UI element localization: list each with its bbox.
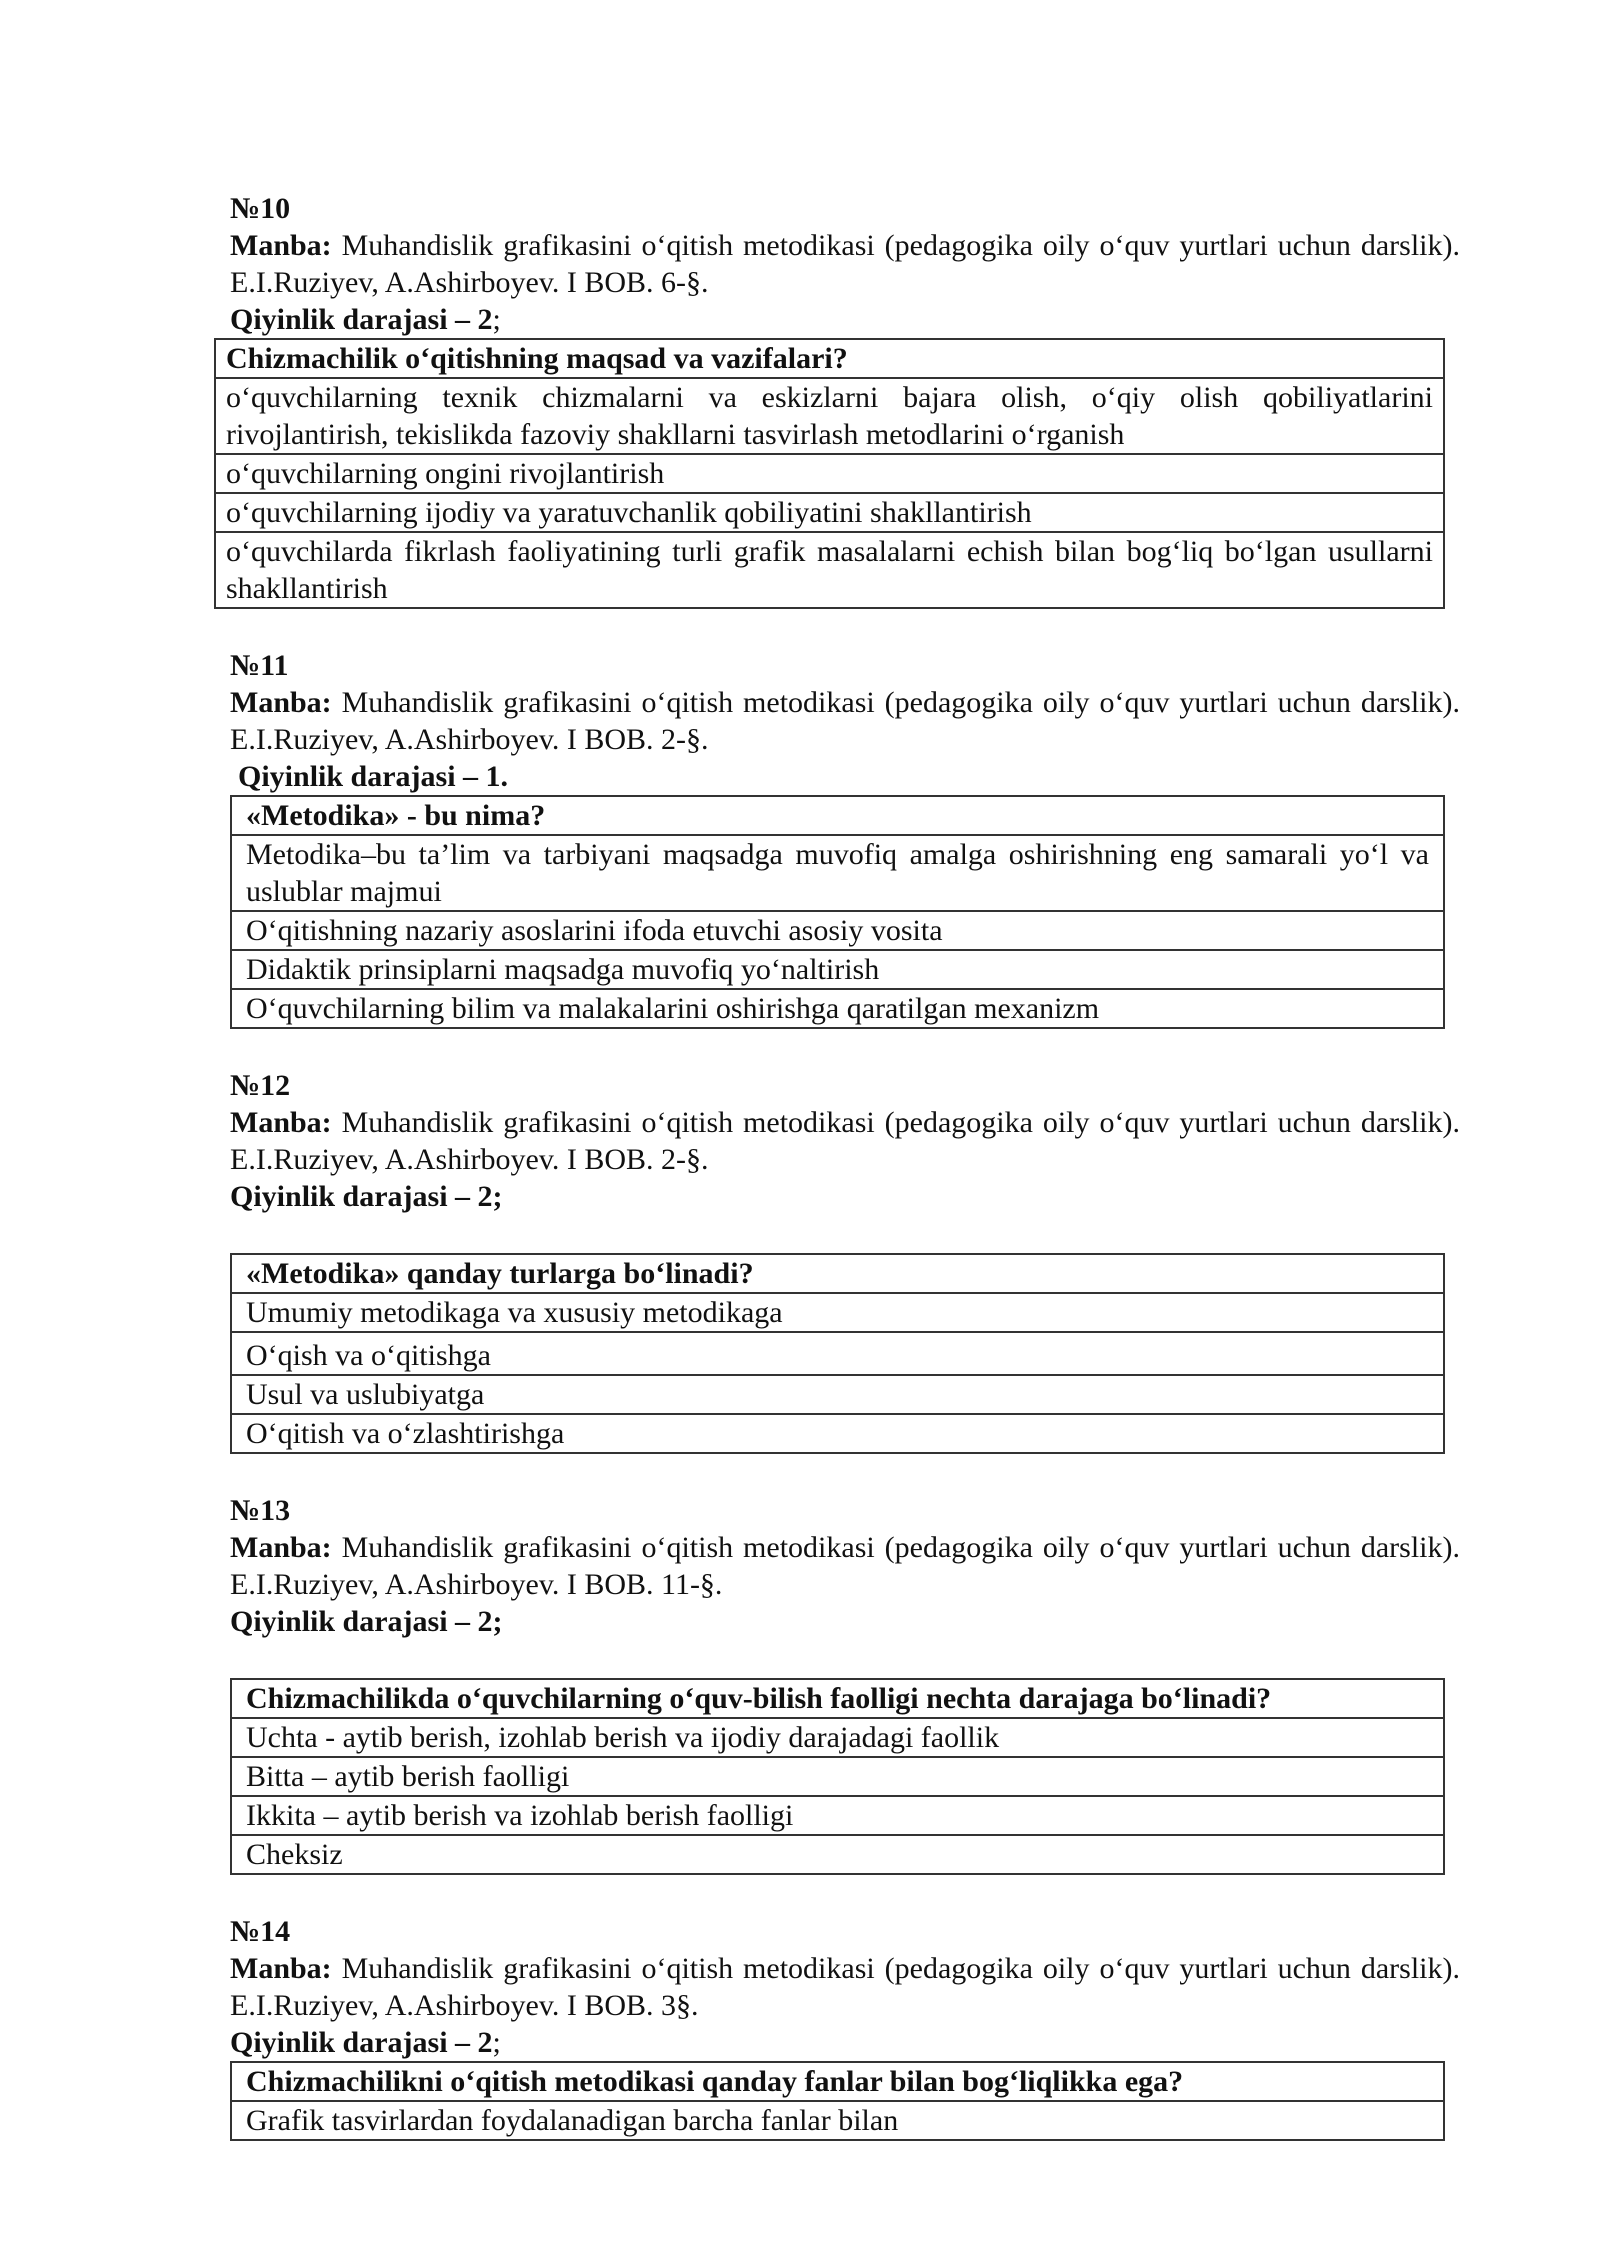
source-text: Muhandislik grafikasini o‘qitish metodikasi (pedagogika oily o‘quv yurtlari uchun darslik). E.I.Ruziyev, A.Ashirboyev. I BOB. 2-§. [230, 686, 1460, 756]
difficulty-label: Qiyinlik darajasi – 2; [230, 1180, 503, 1213]
difficulty-suffix: ; [492, 2026, 501, 2059]
question-table [230, 2061, 1445, 2141]
answer-option: o‘quvchilarning ijodiy va yaratuvchanlik qobiliyatini shakllantirish [215, 493, 1444, 532]
item-number: №10 [230, 192, 291, 225]
answer-option: Usul va uslubiyatga [231, 1375, 1444, 1414]
difficulty-label: Qiyinlik darajasi – 1. [238, 760, 509, 793]
item-number: №12 [230, 1069, 291, 1102]
source-line [230, 227, 1460, 301]
difficulty-level [230, 758, 1460, 795]
source-line [230, 684, 1460, 758]
answer-option: Metodika–bu ta’lim va tarbiyani maqsadga muvofiq amalga oshirishning eng samarali yo‘l va uslublar majmui [231, 835, 1444, 911]
answer-option: o‘quvchilarning texnik chizmalarni va eskizlarni bajara olish, o‘qiy olish qobiliyatlarini rivojlantirish, tekislikda fazoviy shakllarni tasvirlash metodlarini o‘rganish [215, 378, 1444, 454]
question-text: Chizmachilik o‘qitishning maqsad va vazifalari? [215, 339, 1444, 378]
question-text: «Metodika» qanday turlarga bo‘linadi? [231, 1254, 1444, 1293]
source-line [230, 1104, 1460, 1178]
answer-option: Umumiy metodikaga va xususiy metodikaga [231, 1293, 1444, 1332]
question-table [230, 1678, 1445, 1875]
question-table [230, 795, 1445, 1029]
source-text: Muhandislik grafikasini o‘qitish metodikasi (pedagogika oily o‘quv yurtlari uchun darslik). E.I.Ruziyev, A.Ashirboyev. I BOB. 11-§. [230, 1531, 1460, 1601]
question-text: «Metodika» - bu nima? [231, 796, 1444, 835]
question-block-14 [230, 1913, 1460, 2141]
difficulty-label: Qiyinlik darajasi – 2 [230, 2026, 493, 2059]
item-number: №14 [230, 1915, 291, 1948]
difficulty-level [230, 1178, 1460, 1215]
source-label: Manba: [230, 229, 332, 262]
answer-option: O‘qitishning nazariy asoslarini ifoda etuvchi asosiy vosita [231, 911, 1444, 950]
source-label: Manba: [230, 1531, 332, 1564]
answer-option: Cheksiz [231, 1835, 1444, 1874]
source-label: Manba: [230, 1952, 332, 1985]
answer-option: o‘quvchilarning ongini rivojlantirish [215, 454, 1444, 493]
source-text: Muhandislik grafikasini o‘qitish metodikasi (pedagogika oily o‘quv yurtlari uchun darslik). E.I.Ruziyev, A.Ashirboyev. I BOB. 6-§. [230, 229, 1460, 299]
difficulty-label: Qiyinlik darajasi – 2 [230, 303, 493, 336]
question-block-10 [226, 190, 1460, 609]
answer-option: Grafik tasvirlardan foydalanadigan barcha fanlar bilan [231, 2101, 1444, 2140]
answer-option: O‘qish va o‘qitishga [231, 1332, 1444, 1375]
question-block-11 [230, 647, 1460, 1029]
source-line [230, 1529, 1460, 1603]
difficulty-label: Qiyinlik darajasi – 2; [230, 1605, 503, 1638]
answer-option: o‘quvchilarda fikrlash faoliyatining turli grafik masalalarni echish bilan bog‘liq bo‘lgan usullarni shakllantirish [215, 532, 1444, 608]
difficulty-level [230, 301, 1460, 338]
difficulty-level [230, 1603, 1460, 1640]
item-number: №11 [230, 649, 289, 682]
source-label: Manba: [230, 1106, 332, 1139]
question-table [214, 338, 1445, 609]
answer-option: Ikkita – aytib berish va izohlab berish faolligi [231, 1796, 1444, 1835]
source-label: Manba: [230, 686, 332, 719]
source-text: Muhandislik grafikasini o‘qitish metodikasi (pedagogika oily o‘quv yurtlari uchun darslik). E.I.Ruziyev, A.Ashirboyev. I BOB. 2-§. [230, 1106, 1460, 1176]
difficulty-suffix: ; [492, 303, 501, 336]
answer-option: Bitta – aytib berish faolligi [231, 1757, 1444, 1796]
question-text: Chizmachilikni o‘qitish metodikasi qanday fanlar bilan bog‘liqlikka ega? [231, 2062, 1444, 2101]
question-table [230, 1253, 1445, 1454]
answer-option: Uchta - aytib berish, izohlab berish va ijodiy darajadagi faollik [231, 1718, 1444, 1757]
source-text: Muhandislik grafikasini o‘qitish metodikasi (pedagogika oily o‘quv yurtlari uchun darslik). E.I.Ruziyev, A.Ashirboyev. I BOB. 3§. [230, 1952, 1460, 2022]
question-block-12 [230, 1067, 1460, 1454]
source-line [230, 1950, 1460, 2024]
item-number: №13 [230, 1494, 291, 1527]
answer-option: O‘quvchilarning bilim va malakalarini oshirishga qaratilgan mexanizm [231, 989, 1444, 1028]
answer-option: O‘qitish va o‘zlashtirishga [231, 1414, 1444, 1453]
difficulty-level [230, 2024, 1460, 2061]
document-page [226, 190, 1460, 2179]
question-block-13 [230, 1492, 1460, 1875]
question-text: Chizmachilikda o‘quvchilarning o‘quv-bilish faolligi nechta darajaga bo‘linadi? [231, 1679, 1444, 1718]
answer-option: Didaktik prinsiplarni maqsadga muvofiq yo‘naltirish [231, 950, 1444, 989]
